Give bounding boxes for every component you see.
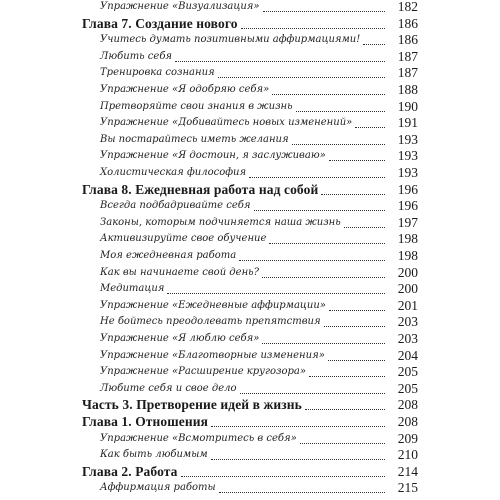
toc-entry-title: Упражнение «Всмотритесь в себя»	[100, 432, 297, 444]
toc-page-number: 214	[397, 463, 418, 479]
toc-page-number: 208	[397, 414, 418, 429]
toc-chapter-title: Глава 7. Создание нового	[82, 15, 238, 31]
toc-entry-row	[0, 147, 500, 165]
toc-dot-leader	[355, 127, 385, 128]
toc-page-number: 209	[397, 430, 418, 446]
toc-entry-row	[0, 347, 500, 365]
toc-entry-title: Тренировка сознания	[100, 67, 215, 79]
toc-dot-leader	[329, 310, 385, 311]
toc-dot-leader	[328, 360, 385, 361]
toc-entry-row	[0, 363, 500, 381]
toc-dot-leader	[239, 260, 385, 261]
toc-entry-row	[0, 230, 500, 248]
toc-dot-leader	[167, 293, 385, 294]
toc-dot-leader	[181, 476, 385, 477]
toc-entry-title: Моя ежедневная работа	[100, 250, 237, 261]
toc-dot-leader	[292, 144, 385, 145]
toc-entry-title: Упражнение «Добивайтесь новых изменений»	[100, 117, 353, 129]
toc-entry-title: Любить себя	[100, 50, 173, 62]
toc-entry-row	[0, 380, 500, 398]
toc-dot-leader	[363, 44, 385, 45]
toc-entry-row	[0, 313, 500, 331]
toc-entry-row	[0, 280, 500, 298]
toc-entry-row	[0, 430, 500, 448]
toc-chapter-title: Глава 8. Ежедневная работа над собой	[82, 181, 319, 197]
toc-entry-row	[0, 297, 500, 315]
toc-dot-leader	[305, 409, 385, 410]
toc-dot-leader	[344, 227, 385, 228]
toc-dot-leader	[272, 94, 385, 95]
toc-entry-title: Как вы начинаете свой день?	[100, 266, 259, 278]
toc-page-number: 186	[397, 32, 418, 48]
toc-page-number: 208	[397, 397, 418, 413]
toc-page-number: 200	[397, 281, 418, 297]
toc-page-number: 203	[397, 331, 418, 346]
toc-page-number: 210	[397, 447, 418, 463]
toc-entry-title: Активизируйте свое обучение	[100, 233, 267, 245]
toc-page-number: 198	[397, 231, 418, 247]
toc-dot-leader	[241, 28, 385, 29]
toc-chapter-row	[0, 396, 500, 414]
toc-dot-leader	[262, 277, 385, 278]
toc-page-number: 203	[397, 314, 418, 330]
toc-entry-row	[0, 446, 500, 464]
toc-page-number: 193	[397, 131, 418, 147]
toc-entry-row	[0, 98, 500, 116]
toc-entry-title: Претворяйте свои знания в жизнь	[100, 100, 293, 112]
toc-entry-title: Вы постарайтесь иметь желания	[100, 133, 289, 145]
toc-entry-title: Аффирмация работы	[100, 482, 216, 494]
toc-entry-row	[0, 0, 500, 16]
toc-chapter-row	[0, 181, 500, 199]
toc-entry-row	[0, 48, 500, 66]
toc-page-number: 205	[397, 380, 418, 396]
toc-chapter-title: Глава 2. Работа	[82, 463, 178, 479]
toc-entry-row	[0, 114, 500, 132]
toc-entry-title: Упражнение «Я люблю себя»	[100, 333, 260, 344]
toc-entry-title: Медитация	[100, 283, 165, 295]
toc-page-number: 196	[397, 181, 418, 197]
toc-page-number: 191	[397, 115, 418, 131]
toc-entry-title: Упражнение «Благотворные изменения»	[100, 349, 325, 361]
toc-page-number: 190	[397, 98, 418, 114]
toc-page-number: 193	[397, 148, 418, 164]
toc-page-number: 200	[397, 264, 418, 280]
toc-entry-row	[0, 197, 500, 215]
toc-entry-row	[0, 330, 500, 348]
toc-chapter-row	[0, 15, 500, 33]
toc-entry-title: Холистическая философия	[100, 167, 247, 178]
toc-entry-row	[0, 264, 500, 282]
toc-page-number: 215	[397, 480, 418, 496]
toc-entry-title: Не бойтесь преодолевать препятствия	[100, 316, 321, 328]
toc-dot-leader	[262, 343, 385, 344]
toc-entry-title: Любите себя и свое дело	[100, 382, 237, 394]
toc-entry-row	[0, 64, 500, 82]
toc-page-number: 205	[397, 364, 418, 380]
toc-entry-title: Учитесь думать позитивными аффирмациями!	[100, 34, 361, 46]
toc-page-number: 196	[397, 198, 418, 214]
toc-entry-title: Всегда подбадривайте себя	[100, 200, 251, 212]
toc-dot-leader	[309, 376, 385, 377]
toc-dot-leader	[300, 443, 385, 444]
toc-page-number: 187	[397, 48, 418, 64]
toc-page-number: 197	[397, 214, 418, 230]
toc-dot-leader	[211, 426, 385, 427]
toc-dot-leader	[321, 194, 385, 195]
toc-dot-leader	[240, 393, 385, 394]
toc-chapter-title: Часть 3. Претворение идей в жизнь	[82, 397, 302, 413]
toc-page-number: 204	[397, 347, 418, 363]
toc-dot-leader	[254, 210, 385, 211]
toc-dot-leader	[263, 11, 385, 12]
toc-entry-row	[0, 479, 500, 497]
toc-dot-leader	[324, 326, 385, 327]
toc-dot-leader	[218, 77, 385, 78]
toc-page-number: 201	[397, 297, 418, 313]
toc-entry-title: Упражнение «Я достоин, я заслуживаю»	[100, 150, 326, 162]
toc-dot-leader	[269, 243, 385, 244]
toc-entry-row	[0, 31, 500, 49]
toc-entry-row	[0, 81, 500, 99]
toc-dot-leader	[296, 111, 385, 112]
toc-page-number: 193	[397, 165, 418, 180]
toc-chapter-title: Глава 1. Отношения	[82, 414, 209, 429]
toc-entry-title: Упражнение «Я одобряю себя»	[100, 84, 270, 95]
toc-page-number: 198	[397, 248, 418, 263]
toc-dot-leader	[249, 177, 385, 178]
toc-entry-title: Упражнение «Расширение кругозора»	[100, 366, 306, 378]
toc-dot-leader	[175, 61, 385, 62]
toc-page-number: 186	[397, 15, 418, 31]
toc-entry-row	[0, 214, 500, 232]
toc-dot-leader	[211, 459, 385, 460]
toc-page-number: 187	[397, 65, 418, 81]
toc-page-number: 182	[397, 0, 418, 14]
toc-entry-title: Упражнение «Ежедневные аффирмации»	[100, 299, 326, 311]
toc-entry-row	[0, 164, 500, 182]
toc-page-number: 188	[397, 82, 418, 97]
toc-dot-leader	[219, 492, 385, 493]
toc-entry-title: Упражнение «Визуализация»	[100, 1, 260, 12]
toc-entry-title: Как быть любимым	[100, 449, 208, 461]
toc-entry-title: Законы, которым подчиняется наша жизнь	[100, 216, 341, 228]
toc-entry-row	[0, 247, 500, 265]
toc-dot-leader	[329, 160, 385, 161]
toc-chapter-row	[0, 463, 500, 481]
toc-chapter-row	[0, 413, 500, 431]
toc-entry-row	[0, 131, 500, 149]
